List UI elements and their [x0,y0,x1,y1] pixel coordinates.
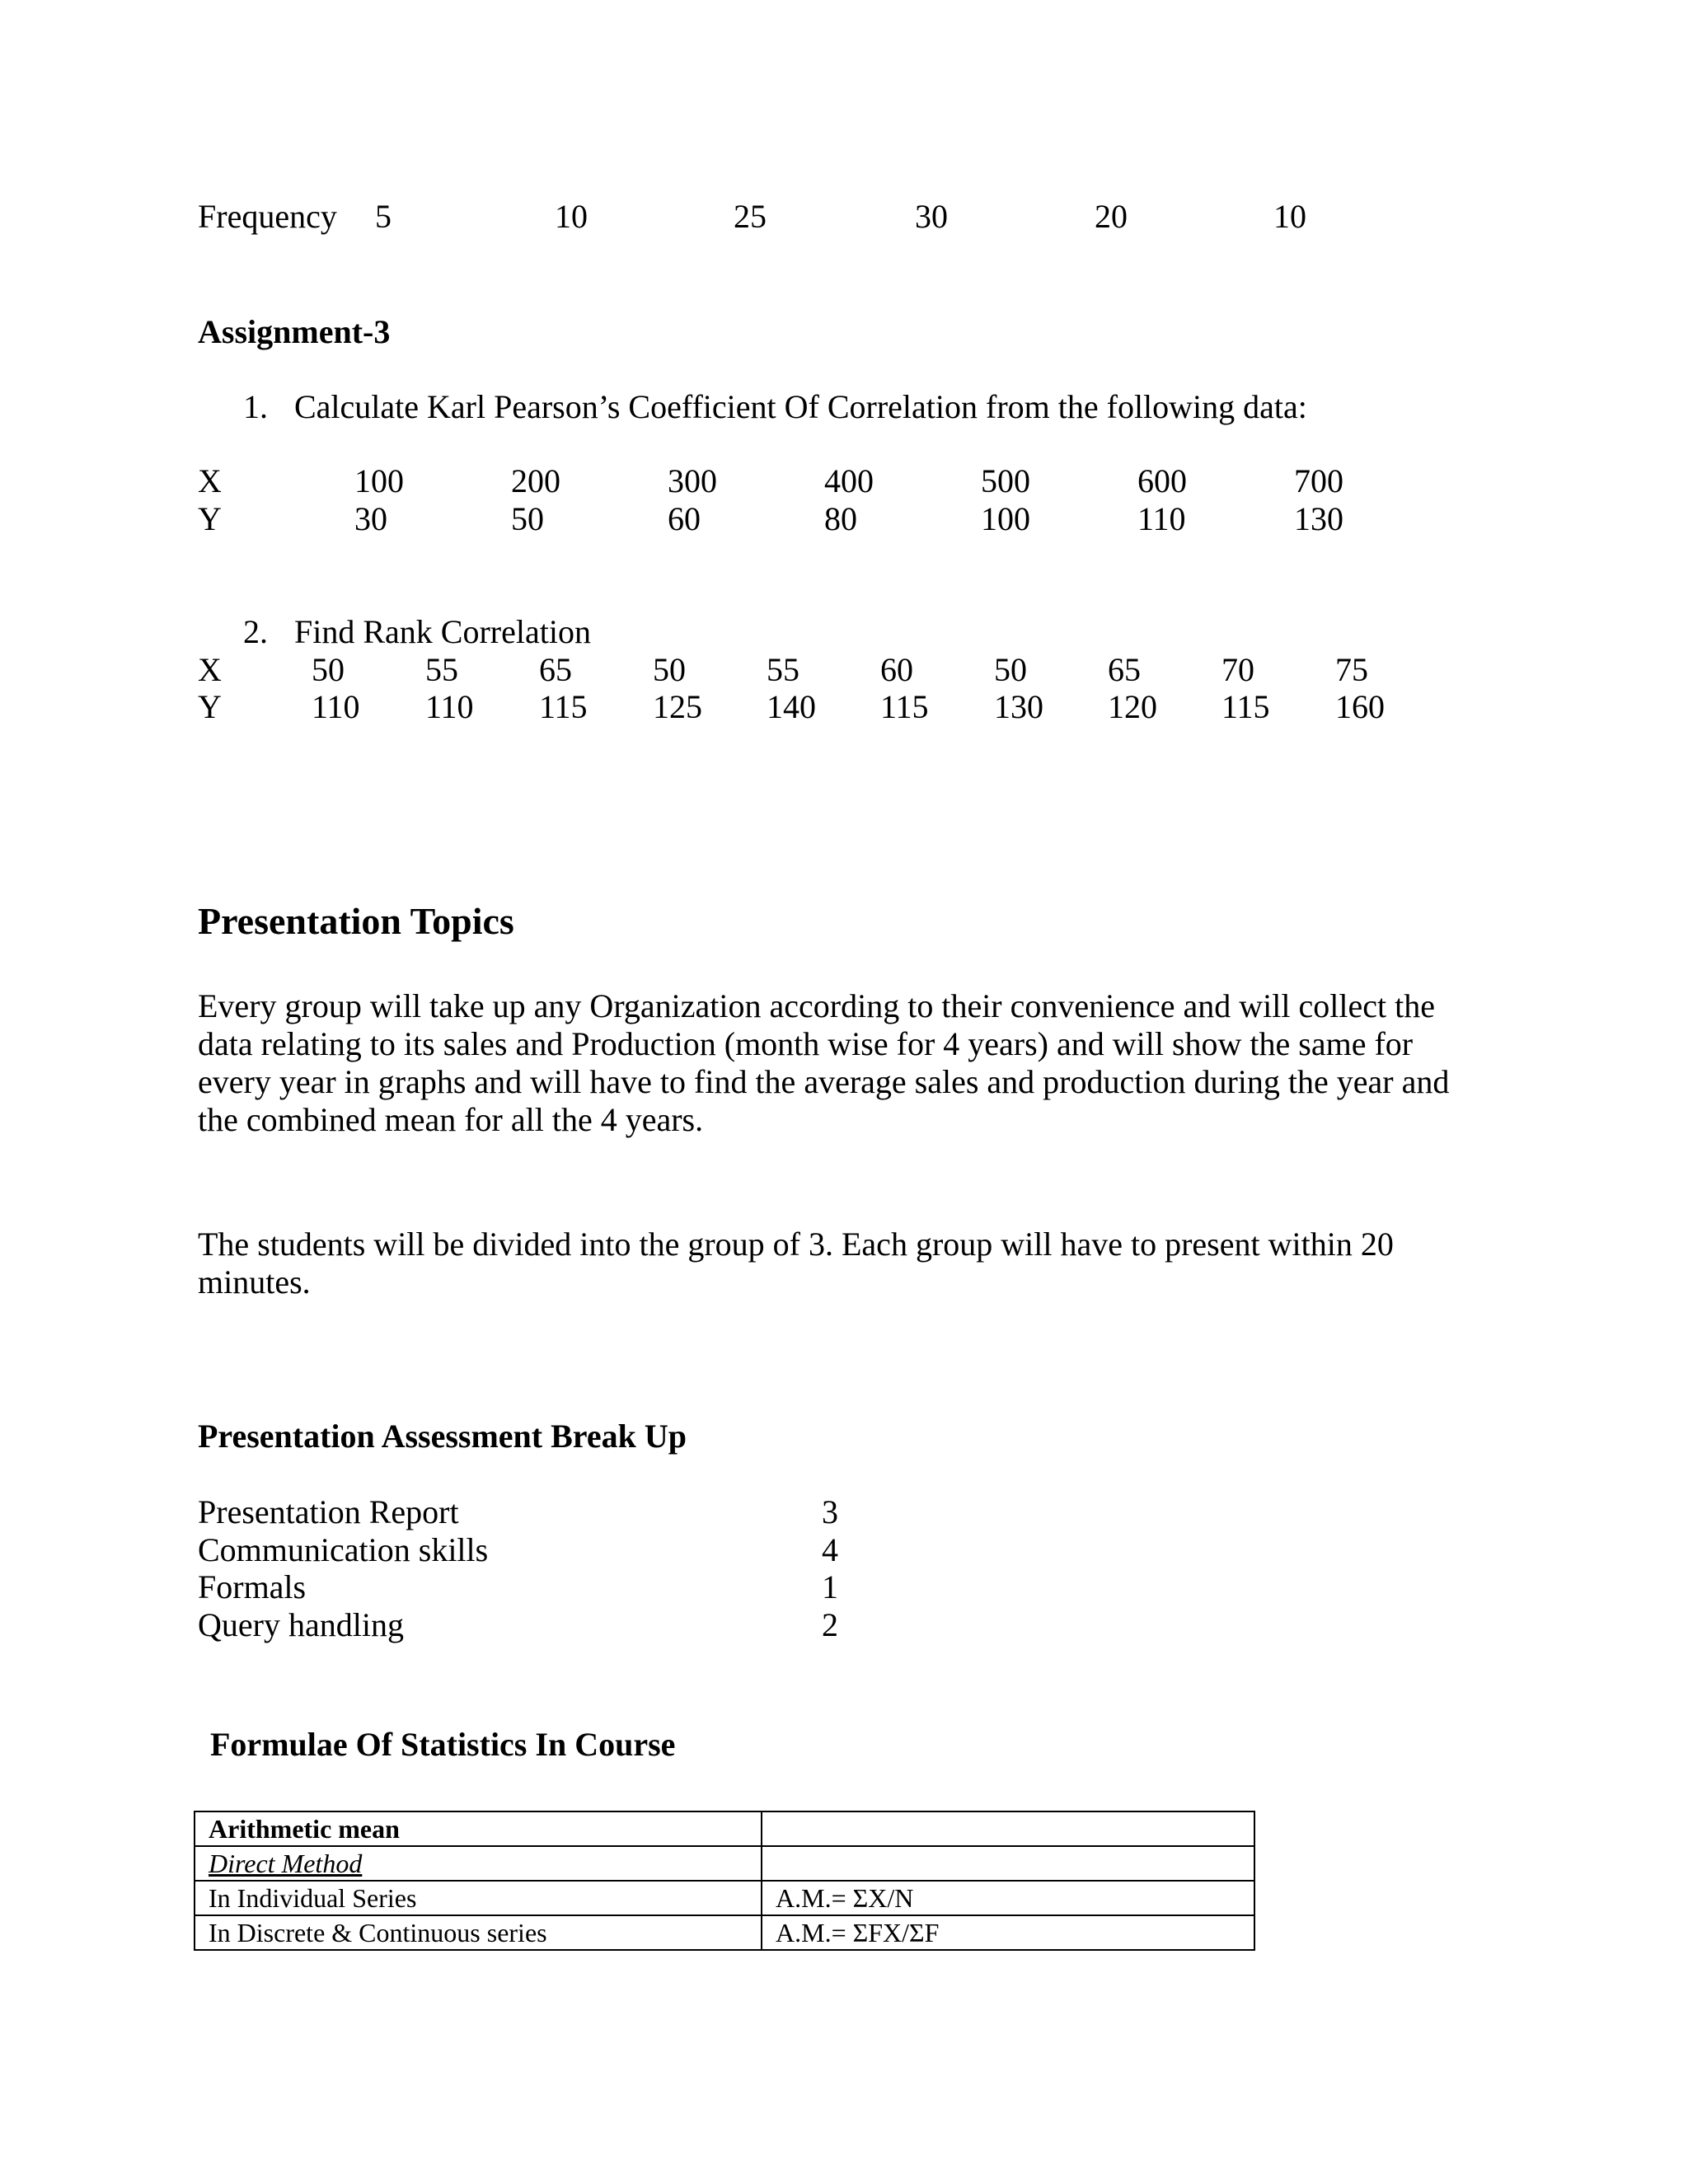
question-number: 1. [243,388,268,425]
q2-x-value: 50 [312,651,345,688]
frequency-value: 30 [915,198,948,235]
q1-x-value: 100 [354,462,404,499]
frequency-value: 25 [734,198,767,235]
q1-y-value: 80 [824,500,857,537]
q2-x-value: 55 [767,651,799,688]
q1-x-value: 400 [824,462,874,499]
q2-y-value: 115 [1221,688,1270,725]
frequency-value: 10 [1273,198,1306,235]
q1-y-value: 110 [1137,500,1186,537]
assessment-marks: 4 [822,1531,838,1568]
q2-x-value: 55 [425,651,458,688]
presentation-paragraph: Every group will take up any Organization according to their convenience and will collect the data relating to its sales and Production (month wise for 4 years) and will show the same for every year in graphs and will have to find the average sales and production during the year and the combined mean for all the 4 years. [198,987,1450,1138]
table-row [195,1915,1254,1950]
q2-y-value: 130 [994,688,1043,725]
formulae-table [194,1811,1255,1951]
q2-x-value: 75 [1335,651,1368,688]
assessment-title: Presentation Assessment Break Up [198,1418,687,1455]
formulae-title: Formulae Of Statistics In Course [210,1726,676,1763]
q2-y-value: 110 [425,688,474,725]
q1-x-value: 500 [981,462,1030,499]
table-row [195,1811,1254,1846]
frequency-value: 5 [375,198,392,235]
formula-label: Arithmetic mean [195,1811,762,1846]
question-number: 2. [243,613,268,650]
assessment-label: Formals [198,1568,307,1605]
formula-label: In Discrete & Continuous series [195,1915,762,1950]
x-label: X [198,462,222,499]
q1-y-value: 30 [354,500,387,537]
q1-y-value: 60 [668,500,701,537]
x-label: X [198,651,222,688]
q1-y-value: 100 [981,500,1030,537]
presentation-paragraph: The students will be divided into the group of 3. Each group will have to present within 20 minutes. [198,1226,1394,1301]
q1-x-value: 600 [1137,462,1187,499]
q2-y-value: 115 [539,688,588,725]
presentation-title: Presentation Topics [198,900,514,942]
q2-y-value: 110 [312,688,360,725]
question-text: Calculate Karl Pearson’s Coefficient Of Correlation from the following data: [294,388,1307,425]
question-text: Find Rank Correlation [294,613,591,650]
assignment-title: Assignment-3 [198,313,391,350]
formula-label: In Individual Series [195,1881,762,1915]
q1-x-value: 200 [511,462,560,499]
q2-x-value: 60 [880,651,913,688]
q1-y-value: 130 [1294,500,1343,537]
q2-y-value: 140 [767,688,816,725]
y-label: Y [198,688,222,725]
table-row [195,1846,1254,1881]
q2-x-value: 50 [653,651,686,688]
formula-value [762,1811,1254,1846]
q2-x-value: 65 [539,651,572,688]
assessment-marks: 3 [822,1493,838,1530]
q2-x-value: 50 [994,651,1027,688]
q1-x-value: 300 [668,462,717,499]
q2-y-value: 120 [1108,688,1157,725]
assessment-marks: 1 [822,1568,838,1605]
q1-x-value: 700 [1294,462,1343,499]
assessment-label: Presentation Report [198,1493,459,1530]
formula-value: A.M.= ΣX/N [762,1881,1254,1915]
frequency-value: 20 [1095,198,1128,235]
q2-y-value: 115 [880,688,929,725]
assessment-marks: 2 [822,1606,838,1643]
table-row [195,1881,1254,1915]
q2-x-value: 65 [1108,651,1141,688]
assessment-label: Communication skills [198,1531,489,1568]
formula-value [762,1846,1254,1881]
q2-x-value: 70 [1221,651,1254,688]
assessment-label: Query handling [198,1606,404,1643]
frequency-value: 10 [555,198,588,235]
formula-label: Direct Method [195,1846,762,1881]
q1-y-value: 50 [511,500,544,537]
q2-y-value: 160 [1335,688,1385,725]
q2-y-value: 125 [653,688,702,725]
y-label: Y [198,500,222,537]
frequency-label: Frequency [198,198,337,235]
formula-value: A.M.= ΣFX/ΣF [762,1915,1254,1950]
